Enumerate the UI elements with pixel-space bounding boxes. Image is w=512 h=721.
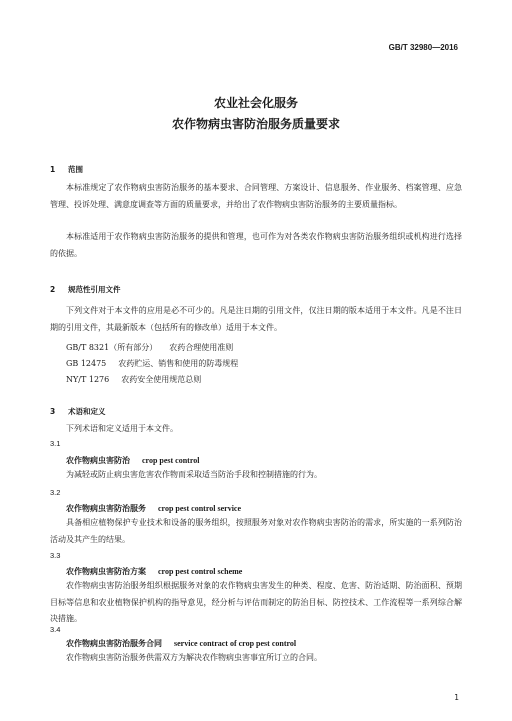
term-cn: 农作物病虫害防治 xyxy=(66,456,130,465)
reference-code: NY/T 1276 xyxy=(66,375,110,384)
clause-number: 3.2 xyxy=(50,488,61,497)
scope-paragraph-2: 本标准适用于农作物病虫害防治服务的提供和管理，也可作为对各类农作物病虫害防治服务组织或机构进行选择的依据。 xyxy=(50,232,462,258)
section-number: 2 xyxy=(50,285,56,294)
section-number: 3 xyxy=(50,407,56,416)
page-number: 1 xyxy=(454,693,459,702)
section-number: 1 xyxy=(50,165,56,174)
section-heading-scope xyxy=(50,164,83,175)
term-en: crop pest control scheme xyxy=(158,567,243,576)
clause-number: 3.3 xyxy=(50,551,61,560)
reference-item xyxy=(66,374,201,385)
term-cn: 农作物病虫害防治服务合同 xyxy=(66,639,162,648)
term-heading xyxy=(66,503,241,514)
section-title: 范围 xyxy=(68,165,83,174)
term-definition: 农作物病虫害防治服务供需双方为解决农作物病虫害事宜所订立的合同。 xyxy=(66,653,322,662)
section-title: 规范性引用文件 xyxy=(68,285,121,294)
reference-item xyxy=(66,342,233,353)
reference-code: GB/T 8321（所有部分） xyxy=(66,343,158,352)
references-intro: 下列文件对于本文件的应用是必不可少的。凡是注日期的引用文件，仅注日期的版本适用于本文件。凡是不注日期的引用文件，其最新版本（包括所有的修改单）适用于本文件。 xyxy=(50,306,462,332)
reference-code: GB 12475 xyxy=(66,359,107,368)
term-en: crop pest control xyxy=(142,456,200,465)
term-heading xyxy=(66,638,296,649)
document-title-line1: 农业社会化服务 xyxy=(213,96,298,110)
clause-number: 3.4 xyxy=(50,625,61,634)
scope-paragraph-1: 本标准规定了农作物病虫害防治服务的基本要求、合同管理、方案设计、信息服务、作业服务、档案管理、应急管理、投诉处理、满意度调查等方面的质量要求，并给出了农作物病虫害防治服务的主要质量指标。 xyxy=(50,183,462,209)
reference-item xyxy=(66,358,238,369)
reference-name: 农药贮运、销售和使用的防毒规程 xyxy=(118,359,239,368)
section-title: 术语和定义 xyxy=(68,407,106,416)
reference-name: 农药合理使用准则 xyxy=(169,343,234,352)
term-definition: 具备相应植物保护专业技术和设备的服务组织，按照服务对象对农作物病虫害防治的需求，所实施的一系列防治活动及其产生的结果。 xyxy=(50,518,462,544)
document-title-line2: 农作物病虫害防治服务质量要求 xyxy=(171,117,340,131)
term-en: service contract of crop pest control xyxy=(174,639,297,648)
term-heading xyxy=(66,455,199,466)
reference-name: 农药安全使用规范总则 xyxy=(121,375,202,384)
term-cn: 农作物病虫害防治服务 xyxy=(66,504,146,513)
clause-number: 3.1 xyxy=(50,439,61,448)
section-heading-references xyxy=(50,284,121,295)
term-definition: 为减轻或防止病虫害危害农作物而采取适当防治手段和控制措施的行为。 xyxy=(66,470,322,479)
section-heading-terms xyxy=(50,406,106,417)
term-en: crop pest control service xyxy=(158,504,242,513)
term-cn: 农作物病虫害防治方案 xyxy=(66,567,146,576)
term-heading xyxy=(66,566,242,577)
standard-code: GB/T 32980—2016 xyxy=(388,43,458,52)
terms-intro: 下列术语和定义适用于本文件。 xyxy=(66,424,178,433)
term-definition: 农作物病虫害防治服务组织根据服务对象的农作物病虫害发生的种类、程度、危害、防治适期、防治面积、预期目标等信息和农业植物保护机构的指导意见，经分析与评估而制定的防治目标、防控技术、工作流程等一系列综合解决措施。 xyxy=(50,581,462,623)
